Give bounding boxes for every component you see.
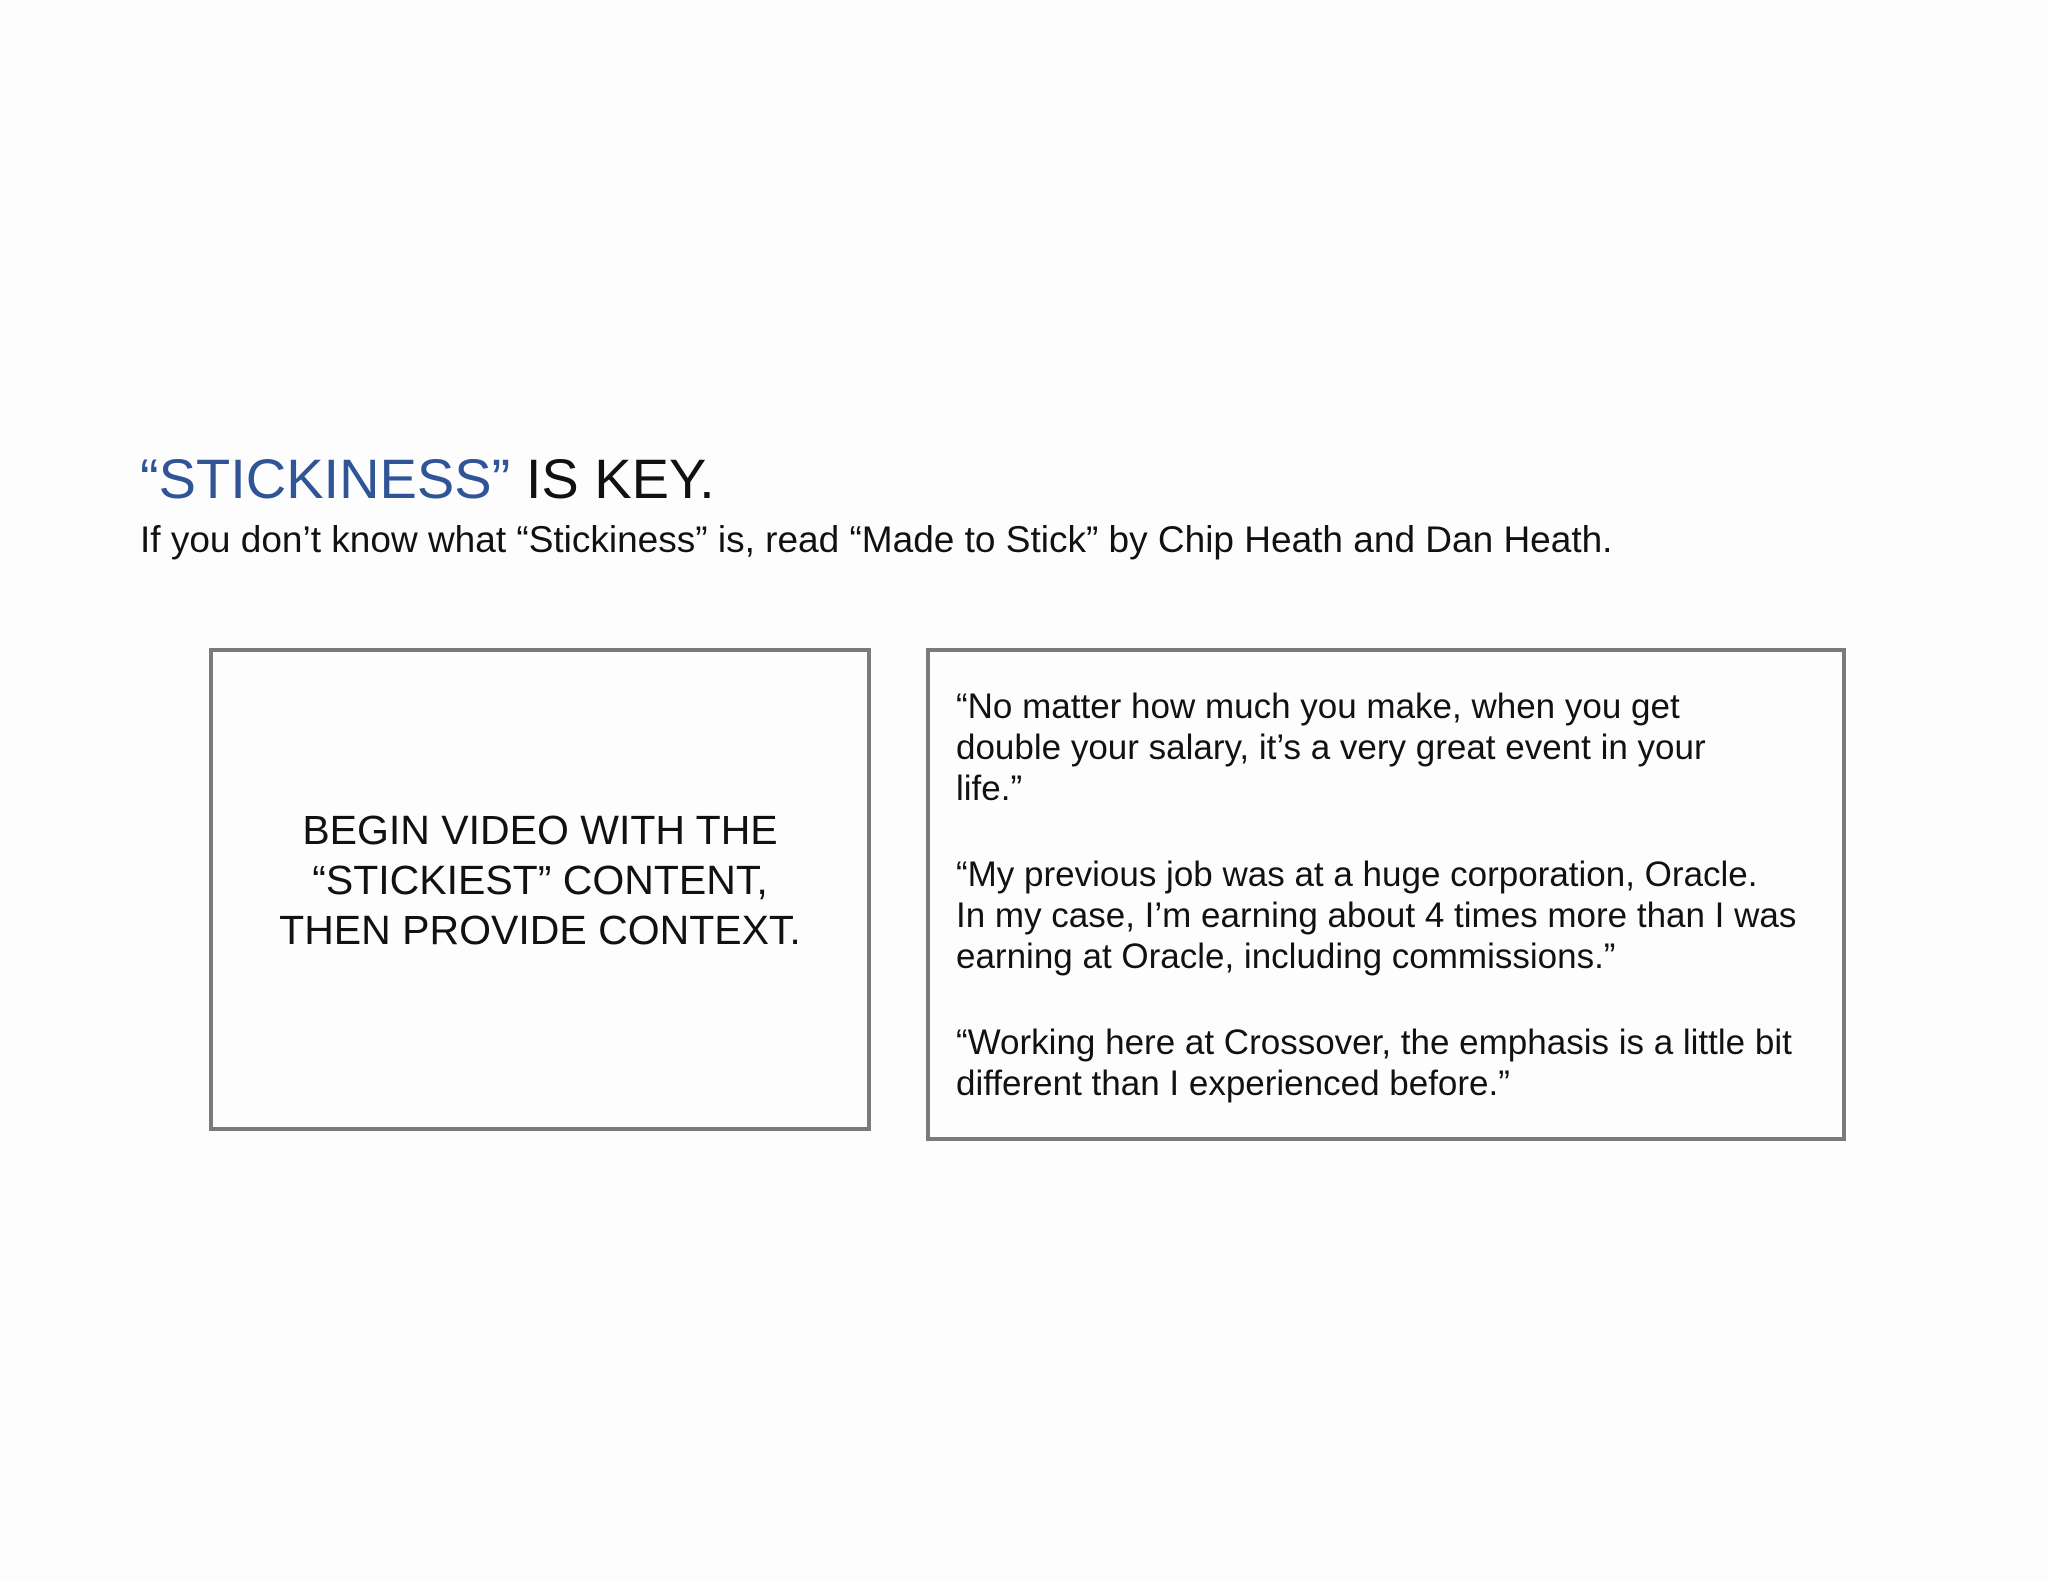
instruction-line: “STICKIEST” CONTENT, [312,856,768,903]
instruction-box [209,648,871,1131]
title-rest: IS KEY. [510,447,715,510]
quote-1 [956,686,1818,809]
quote-line: different than I experienced before.” [956,1064,1510,1103]
quote-line: double your salary, it’s a very great event in your [956,728,1706,767]
quote-2 [956,854,1818,977]
title-accent: “STICKINESS” [140,447,511,510]
quote-line: earning at Oracle, including commissions.” [956,937,1616,976]
instruction-text [279,805,801,955]
quote-line: “No matter how much you make, when you get [956,687,1680,726]
quote-line: In my case, I’m earning about 4 times more than I was [956,896,1797,935]
quote-line: life.” [956,769,1023,808]
page-title [140,445,715,513]
page-subtitle: If you don’t know what “Stickiness” is, read “Made to Stick” by Chip Heath and Dan Heath. [140,519,1613,560]
quote-line: “Working here at Crossover, the emphasis is a little bit [956,1023,1792,1062]
quote-3 [956,1022,1818,1104]
quotes-box [926,648,1846,1141]
instruction-line: THEN PROVIDE CONTEXT. [279,906,801,953]
instruction-line: BEGIN VIDEO WITH THE [302,806,778,853]
quote-line: “My previous job was at a huge corporation, Oracle. [956,855,1758,894]
